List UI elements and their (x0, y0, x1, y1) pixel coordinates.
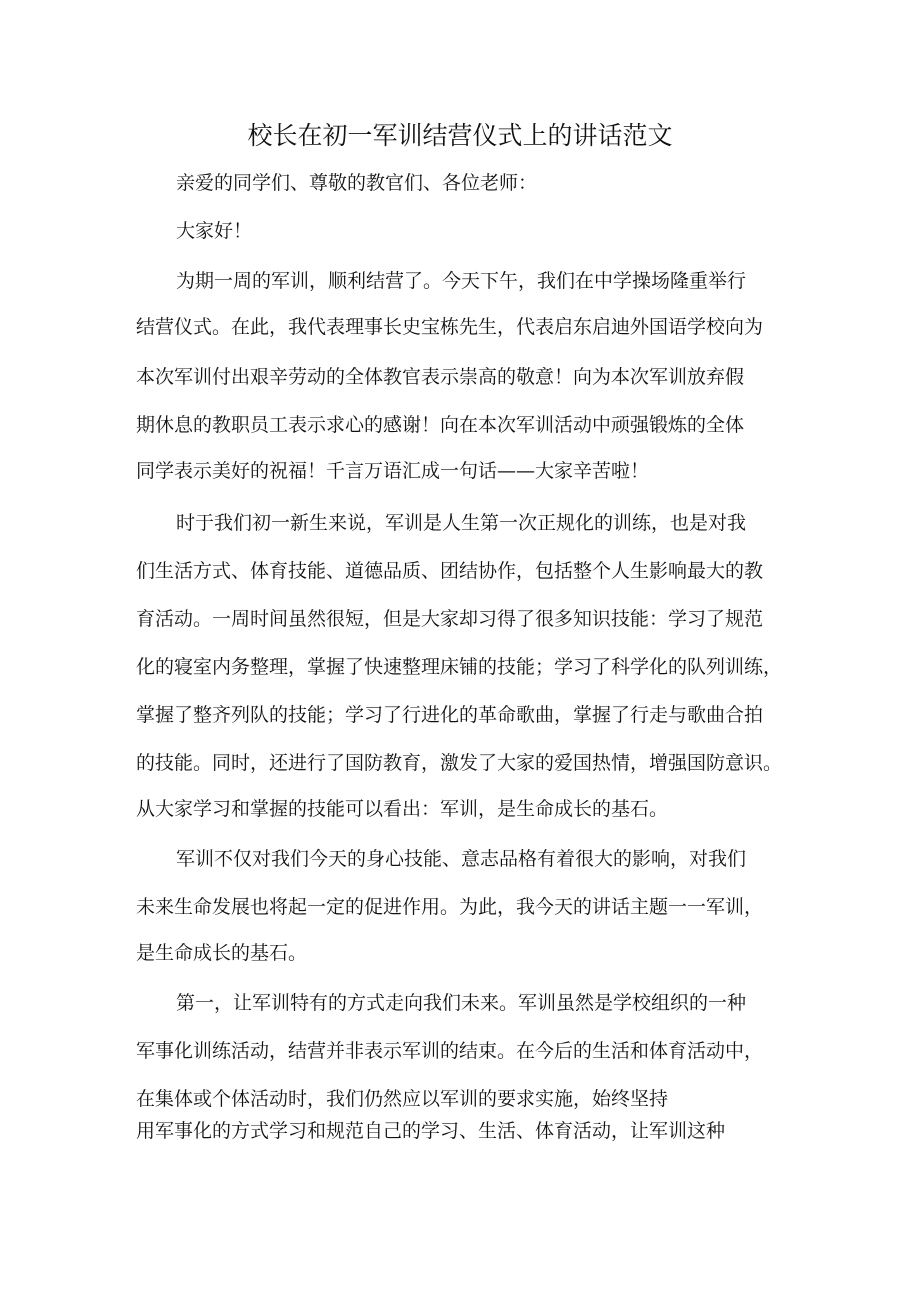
paragraph-line: 用军事化的方式学习和规范自己的学习、生活、体育活动，让军训这种 (136, 1120, 726, 1142)
paragraph-line: 第一，让军训特有的方式走向我们未来。军训虽然是学校组织的一种 (176, 992, 747, 1014)
paragraph-line: 化的寝室内务整理，掌握了快速整理床铺的技能；学习了科学化的队列训练， (136, 656, 783, 678)
paragraph-line: 未来生命发展也将起一定的促进作用。为此，我今天的讲话主题一一军训， (136, 896, 764, 918)
greeting-line: 大家好！ (176, 220, 253, 242)
paragraph-line: 本次军训付出艰辛劳动的全体教官表示崇高的敬意！向为本次军训放弃假 (136, 366, 745, 388)
paragraph-line: 在集体或个体活动时，我们仍然应以军训的要求实施，始终坚持 (136, 1088, 669, 1110)
paragraph-line: 时于我们初一新生来说，军训是人生第一次正规化的训练，也是对我 (176, 512, 747, 534)
paragraph-line: 掌握了整齐列队的技能；学习了行进化的革命歌曲，掌握了行走与歌曲合拍 (136, 704, 764, 726)
paragraph-line: 的技能。同时，还进行了国防教育，激发了大家的爱国热情，增强国防意识。 (136, 752, 783, 774)
paragraph-line: 结营仪式。在此，我代表理事长史宝栋先生，代表启东启迪外国语学校向为 (136, 316, 764, 338)
document-title: 校长在初一军训结营仪式上的讲话范文 (247, 121, 673, 150)
paragraph-line: 期休息的教职员工表示求心的感谢！向在本次军训活动中顽强锻炼的全体 (136, 414, 745, 436)
paragraph-line: 育活动。一周时间虽然很短，但是大家却习得了很多知识技能：学习了规范 (136, 608, 764, 630)
paragraph-line: 军事化训练活动，结营并非表示军训的结束。在今后的生活和体育活动中， (136, 1040, 764, 1062)
salutation-line: 亲爱的同学们、尊敬的教官们、各位老师： (176, 172, 538, 194)
paragraph-line: 同学表示美好的祝福！千言万语汇成一句话——大家辛苦啦！ (136, 460, 650, 482)
paragraph-line: 是生命成长的基石。 (136, 942, 308, 964)
paragraph-line: 为期一周的军训，顺利结营了。今天下午，我们在中学操场隆重举行 (176, 270, 747, 292)
paragraph-line: 军训不仅对我们今天的身心技能、意志品格有着很大的影响，对我们 (176, 848, 747, 870)
paragraph-line: 从大家学习和掌握的技能可以看出：军训，是生命成长的基石。 (136, 798, 669, 820)
paragraph-line: 们生活方式、体育技能、道德品质、团结协作，包括整个人生影响最大的教 (136, 560, 764, 582)
